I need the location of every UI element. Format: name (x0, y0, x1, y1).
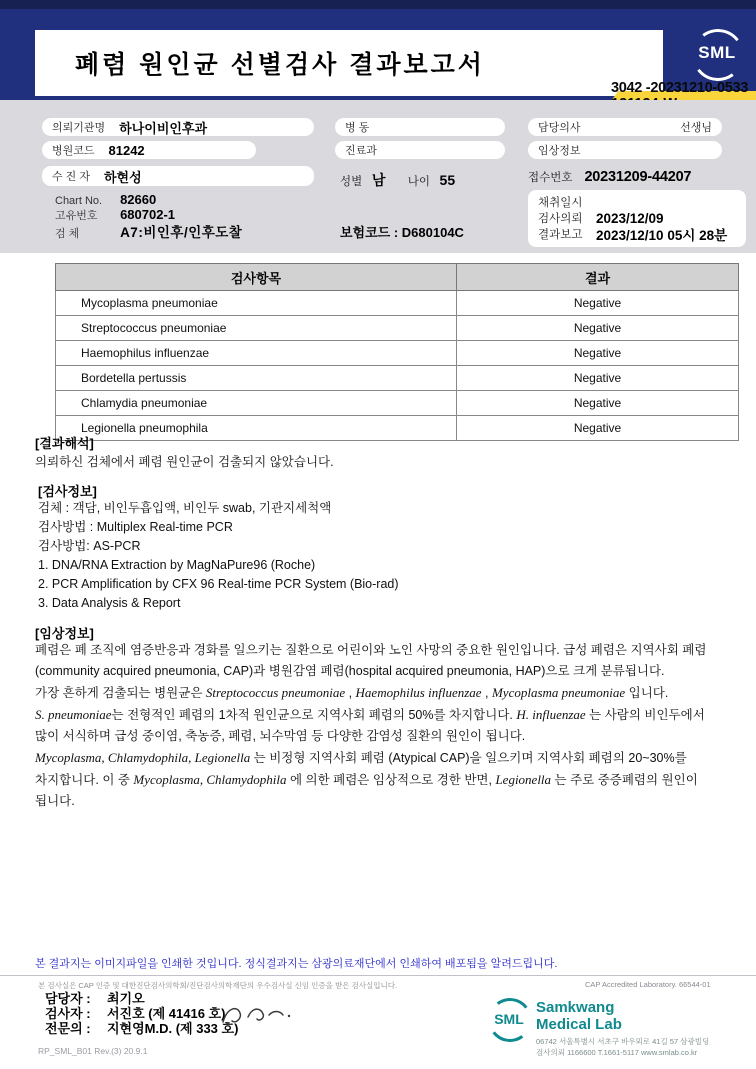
table-row (56, 391, 739, 416)
staff-value: 서진호 (제 41416 호) (107, 1006, 226, 1021)
field-label: 접수번호 (528, 172, 573, 184)
lab-name (536, 999, 622, 1033)
field-label: 담당의사 (538, 122, 581, 134)
field-value: 82660 (120, 192, 157, 207)
staff-value: 최기오 (107, 991, 145, 1006)
test-result: Negative (457, 391, 739, 416)
accreditation-text-left: 본 검사실은 CAP 인증 및 대한진단검사의학회/진단검사의학재단의 우수검사실 신임 인증을 받은 검사실입니다. (38, 981, 398, 990)
result-interpretation-text: 의뢰하신 검체에서 폐렴 원인균이 검출되지 않았습니다. (35, 455, 334, 469)
clinical-line: 폐렴은 폐 조직에 염증반응과 경화를 일으키는 질환으로 어린이와 노인 사망의 중요한 원인입니다. 급성 폐렴은 지역사회 폐렴 (35, 643, 707, 657)
field-clinical-info (528, 141, 722, 159)
lab-address-line2: 검사의뢰 1166600 T.1661-5117 www.smlab.co.kr (536, 1048, 698, 1057)
field-label: 병 동 (345, 122, 370, 134)
test-info-line: 검사방법: AS-PCR (38, 539, 141, 553)
field-label: 병원코드 (52, 145, 95, 157)
barcode-number-1: 3042 -20231210-0533 (611, 80, 749, 96)
report-date-row (538, 226, 746, 242)
test-result: Negative (457, 366, 739, 391)
result-table (55, 263, 739, 441)
footer-notice: 본 결과지는 이미지파일을 인쇄한 것입니다. 정식결과지는 삼광의료재단에서 인쇄하여 배포됨을 알려드립니다. (35, 958, 558, 970)
field-label: 채취일시 (538, 197, 583, 209)
field-value: A7:비인후/인후도찰 (120, 225, 243, 240)
staff-label: 전문의 : (45, 1021, 91, 1036)
sex-label: 성별 (340, 176, 363, 188)
test-info-line: 3. Data Analysis & Report (38, 596, 181, 610)
column-header-test: 검사항목 (56, 264, 457, 291)
section-title-testinfo: [검사정보] (38, 484, 97, 499)
field-insurance-code: 보험코드 : D680104C (340, 225, 464, 240)
field-label: 수 진 자 (52, 171, 90, 183)
staff-label: 검사자 : (45, 1006, 91, 1021)
page-title: 폐렴 원인균 선별검사 결과보고서 (75, 51, 485, 79)
field-label: 검사의뢰 (538, 213, 583, 225)
field-value: 20231209-44207 (584, 169, 692, 185)
clinical-line: 차지합니다. 이 중 Mycoplasma, Chlamydophila 에 의한 폐렴은 임상적으로 경한 반면, Legionella 는 주로 중증폐렴의 원인이 (35, 772, 698, 787)
test-name: Bordetella pertussis (56, 366, 457, 391)
column-header-result: 결과 (457, 264, 739, 291)
field-value: 하나이비인후과 (119, 120, 208, 136)
field-label: 결과보고 (538, 229, 583, 241)
field-patient-name (42, 166, 314, 186)
clinical-info-block (35, 640, 735, 812)
lab-name-line1: Samkwang (536, 999, 615, 1016)
lab-address-line1: 06742 서울특별시 서초구 바우뫼로 41길 57 삼광빌딩 (536, 1037, 710, 1046)
test-info-line: 검사방법 : Multiplex Real-time PCR (38, 520, 233, 534)
sml-lab-logo-icon (487, 997, 531, 1041)
field-hospital-code (42, 141, 256, 159)
signature-icon (215, 1000, 295, 1035)
staff-value: 지현영M.D. (제 333 호) (107, 1021, 239, 1036)
field-doctor (528, 118, 722, 136)
field-sex-age (340, 170, 455, 190)
field-department (335, 141, 505, 159)
test-name: Legionella pneumophila (56, 416, 457, 441)
field-chart-no (55, 192, 156, 207)
test-result: Negative (457, 341, 739, 366)
table-row (56, 366, 739, 391)
staff-row-manager (45, 991, 238, 1006)
table-header-row (56, 264, 739, 291)
test-info-line: 검체 : 객담, 비인두흡입액, 비인두 swab, 기관지세척액 (38, 501, 332, 515)
test-info-line: 1. DNA/RNA Extraction by MagNaPure96 (Roche) (38, 558, 316, 572)
clinical-line: (community acquired pneumonia, CAP)과 병원감염 폐렴(hospital acquired pneumonia, HAP)으로 크게 분류됩니다. (35, 664, 665, 678)
field-label: Chart No. (55, 195, 103, 207)
field-label: 검 체 (55, 228, 80, 240)
lab-address (536, 1036, 709, 1058)
field-ward (335, 118, 505, 136)
staff-label: 담당자 : (45, 991, 91, 1006)
sml-lab-logo-text: SML (494, 1011, 524, 1027)
patient-info-band (0, 100, 756, 253)
sml-logo-icon (690, 27, 744, 81)
title-box (35, 30, 663, 96)
staff-row-specialist (45, 1021, 238, 1036)
clinical-line: S. pneumoniae는 전형적인 폐렴의 1차적 원인균으로 지역사회 폐렴의 50%를 차지합니다. H. influenzae 는 사람의 비인두에서 (35, 707, 705, 722)
section-title-result: [결과해석] (35, 436, 94, 451)
clinical-line: 됩니다. (35, 794, 75, 808)
field-label: 진료과 (345, 145, 377, 157)
staff-row-examiner (45, 1006, 238, 1021)
test-name: Mycoplasma pneumoniae (56, 291, 457, 316)
field-receipt-number (528, 169, 691, 185)
test-info-block (38, 499, 399, 613)
table-row (56, 416, 739, 441)
test-name: Streptococcus pneumoniae (56, 316, 457, 341)
test-result: Negative (457, 291, 739, 316)
field-value: 선생님 (680, 122, 712, 134)
test-info-line: 2. PCR Amplification by CFX 96 Real-time PCR System (Bio-rad) (38, 577, 399, 591)
table-row (56, 341, 739, 366)
field-value: 2023/12/10 05시 28분 (596, 228, 728, 243)
field-ordering-org (42, 118, 314, 136)
table-row (56, 316, 739, 341)
test-name: Chlamydia pneumoniae (56, 391, 457, 416)
sml-logo-text: SML (698, 43, 736, 62)
clinical-line: Mycoplasma, Chlamydophila, Legionella 는 비정형 지역사회 폐렴 (Atypical CAP)을 일으키며 지역사회 폐렴의 20~30%를 (35, 750, 687, 765)
collect-date-row (538, 194, 746, 210)
staff-block (45, 991, 238, 1036)
lab-name-line2: Medical Lab (536, 1016, 622, 1033)
field-label: 고유번호 (55, 210, 98, 222)
test-result: Negative (457, 416, 739, 441)
accreditation-text-right: CAP Accredited Laboratory. 66544-01 (585, 980, 711, 989)
section-title-clinical: [임상정보] (35, 626, 94, 641)
field-value: 2023/12/09 (596, 210, 664, 226)
age-label: 나이 (407, 176, 430, 188)
sex-value: 남 (371, 172, 386, 188)
table-row (56, 291, 739, 316)
field-value: 81242 (108, 142, 145, 158)
age-value: 55 (439, 172, 456, 188)
field-value: 하현성 (104, 169, 142, 185)
dates-box (528, 190, 746, 247)
footer-divider (0, 975, 756, 976)
clinical-line: 많이 서식하며 급성 중이염, 축농증, 폐렴, 뇌수막염 등 다양한 감염성 질환의 원인이 됩니다. (35, 729, 526, 743)
field-value: 680702-1 (120, 207, 176, 222)
header-top-strip (0, 0, 756, 9)
form-code: RP_SML_B01 Rev.(3) 20.9.1 (38, 1046, 148, 1056)
field-label: 임상정보 (538, 145, 581, 157)
field-label: 의뢰기관명 (52, 122, 106, 134)
test-result: Negative (457, 316, 739, 341)
clinical-line: 가장 흔하게 검출되는 병원균은 Streptococcus pneumoniae , Haemophilus influenzae , Mycoplasma pneumoniae 입니다. (35, 685, 669, 700)
test-name: Haemophilus influenzae (56, 341, 457, 366)
field-specimen (55, 221, 242, 241)
